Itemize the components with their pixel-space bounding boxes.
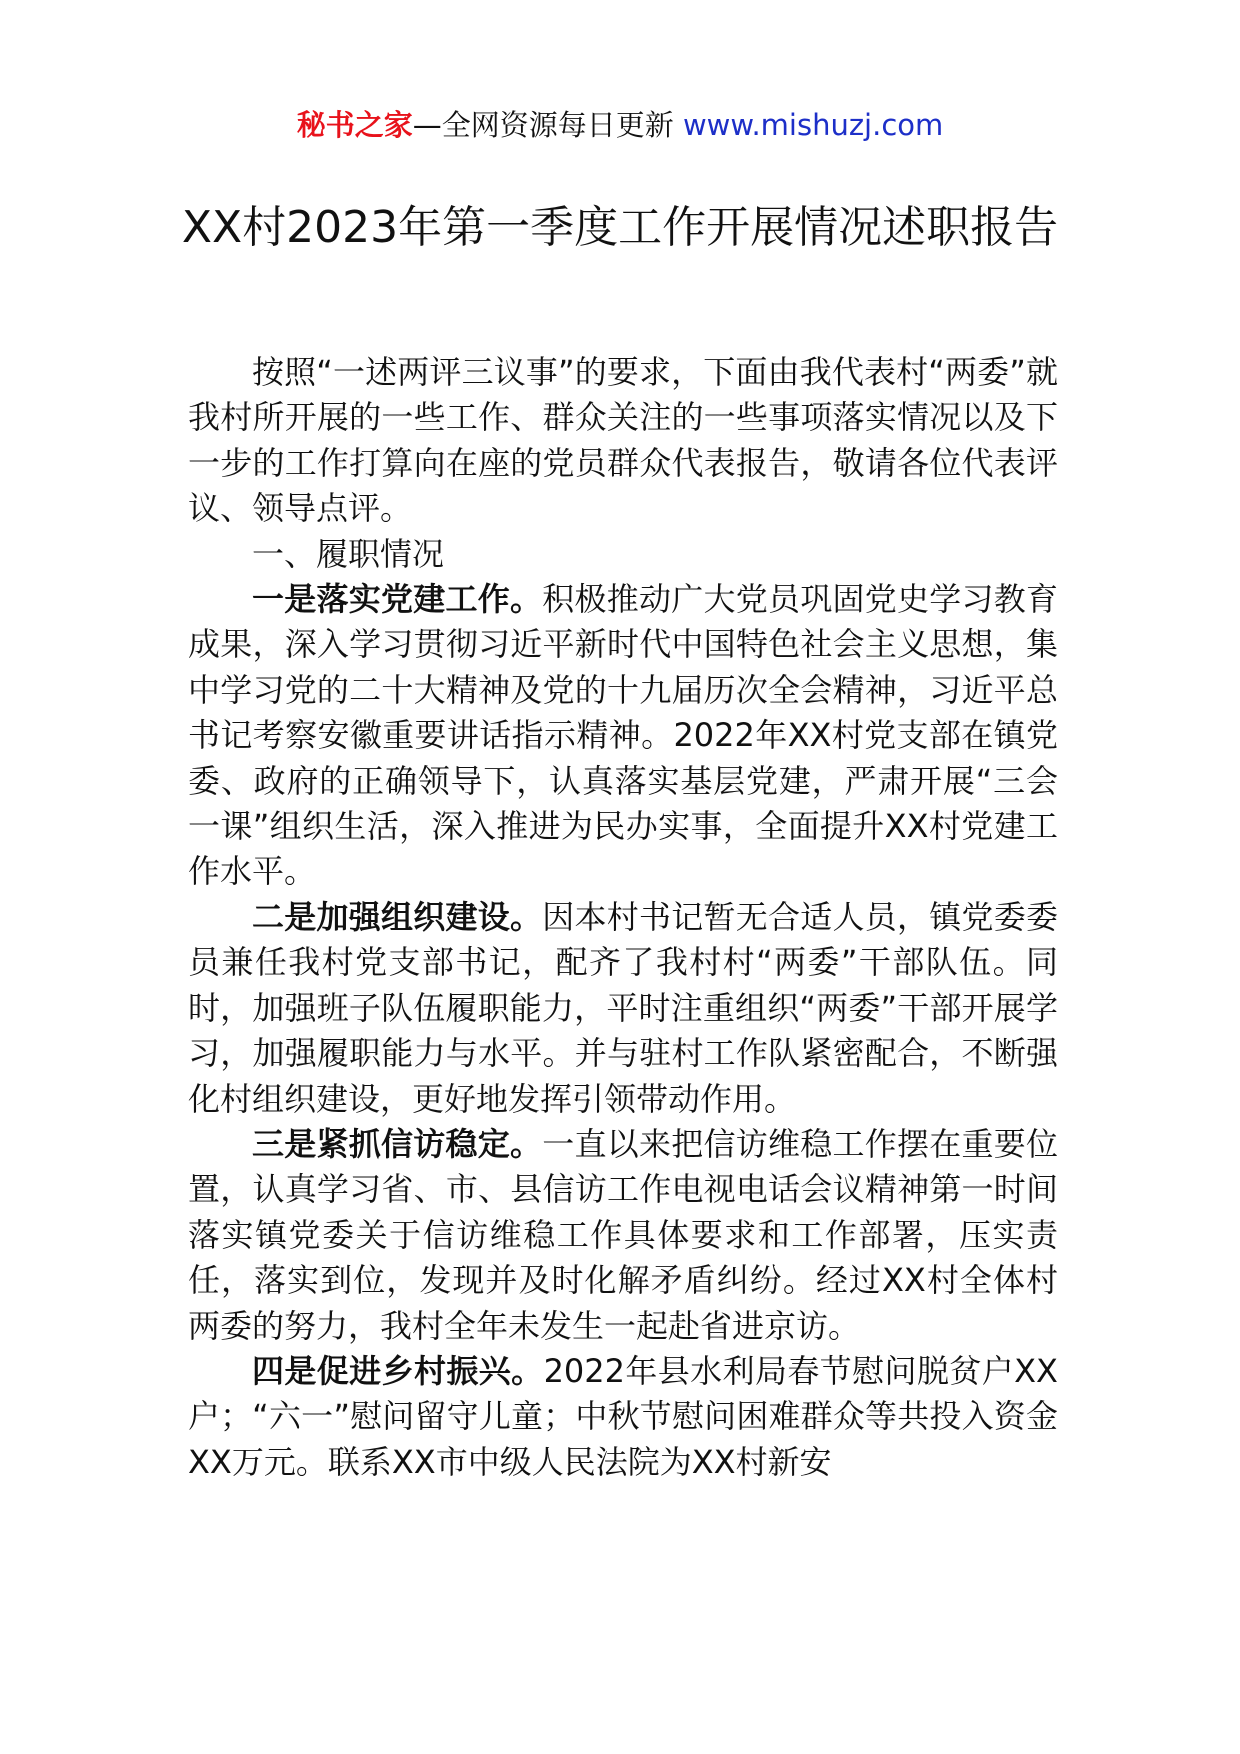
site-header xyxy=(0,100,1240,150)
item-lead-3: 三是紧抓信访稳定。 xyxy=(252,1124,543,1163)
section-heading: 一、履职情况 xyxy=(252,534,445,573)
document-title: XX村2023年第一季度工作开展情况述职报告 xyxy=(181,202,1059,253)
item-text-4: 2022年县水利局春节慰问脱贫户XX户；“六一”慰问留守儿童；中秋节慰问困难群众等共投入资金XX万元。联系XX市中级人民法院为XX村新安 xyxy=(188,1351,1058,1481)
brand-name: 秘书之家 xyxy=(296,108,413,142)
item-text-1: 积极推动广大党员巩固党史学习教育成果，深入学习贯彻习近平新时代中国特色社会主义思想，集中学习党的二十大精神及党的十九届历次全会精神，习近平总书记考察安徽重要讲话指示精神。2022年XX村党支部在镇党委、政府的正确领导下，认真落实基层党建，严肃开展“三会一课”组织生活，深入推进为民办实事，全面提升XX村党建工作水平。 xyxy=(188,580,1058,891)
item-paragraph-2 xyxy=(188,895,1058,1122)
item-text-2: 因本村书记暂无合适人员，镇党委委员兼任我村党支部书记，配齐了我村村“两委”干部队伍。同时，加强班子队伍履职能力，平时注重组织“两委”干部开展学习，加强履职能力与水平。并与驻村工作队紧密配合，不断强化村组织建设，更好地发挥引领带动作用。 xyxy=(188,897,1058,1118)
item-lead-1: 一是落实党建工作。 xyxy=(252,580,543,619)
document-body xyxy=(188,350,1058,1485)
item-paragraph-4 xyxy=(188,1349,1058,1485)
header-slogan: —全网资源每日更新 xyxy=(412,108,683,142)
intro-paragraph: 按照“一述两评三议事”的要求，下面由我代表村“两委”就我村所开展的一些工作、群众关注的一些事项落实情况以及下一步的工作打算向在座的党员群众代表报告，敬请各位代表评议、领导点评。 xyxy=(188,353,1058,528)
item-lead-2: 二是加强组织建设。 xyxy=(252,897,543,936)
item-paragraph-3 xyxy=(188,1122,1058,1349)
item-lead-4: 四是促进乡村振兴。 xyxy=(252,1351,544,1390)
site-url-link[interactable]: www.mishuzj.com xyxy=(682,108,944,142)
item-text-3: 一直以来把信访维稳工作摆在重要位置，认真学习省、市、县信访工作电视电话会议精神第一时间落实镇党委关于信访维稳工作具体要求和工作部署，压实责任，落实到位，发现并及时化解矛盾纠纷。经过XX村全体村两委的努力，我村全年未发生一起赴省进京访。 xyxy=(188,1124,1058,1345)
item-paragraph-1 xyxy=(188,577,1058,895)
